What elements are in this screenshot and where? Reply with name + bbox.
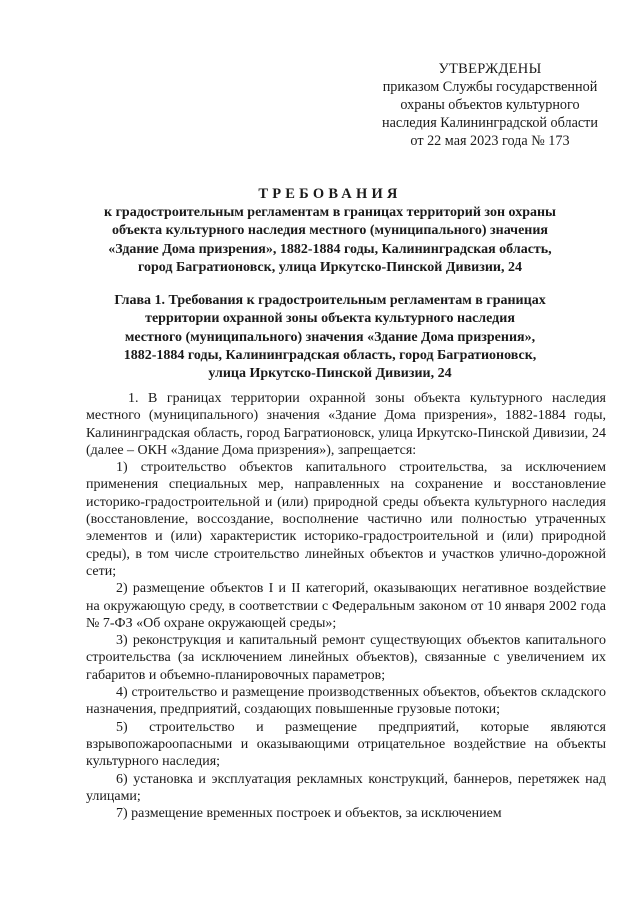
list-item: 4) строительство и размещение производственных объектов, объектов складского назначения, предприятий, создающих повышенные грузовые потоки; — [86, 685, 606, 718]
chapter-heading-line: территории охранной зоны объекта культурного наследия — [145, 311, 515, 327]
approval-line: охраны объектов культурного — [400, 97, 580, 113]
requirements-subtitle-line: объекта культурного наследия местного (муниципального) значения — [111, 223, 548, 239]
approval-stamp — [360, 60, 620, 150]
list-item: 2) размещение объектов I и II категорий, оказывающих негативное воздействие на окружающую среду, в соответствии с Федеральным законом от 10 января 2002 года № 7-ФЗ «Об охране окружающей среды»; — [86, 581, 606, 631]
requirements-heading: ТРЕБОВАНИЯ — [258, 186, 402, 202]
list-item: 6) установка и эксплуатация рекламных конструкций, баннеров, перетяжек над улицами; — [86, 771, 606, 804]
chapter-heading — [70, 292, 590, 383]
requirements-subtitle-line: город Багратионовск, улица Иркутско-Пинской Дивизии, 24 — [138, 260, 522, 276]
requirements-title — [60, 185, 600, 278]
approval-date: от 22 мая 2023 года № 173 — [410, 133, 570, 149]
approval-line: наследия Калининградской области — [382, 115, 598, 131]
list-item: 3) реконструкция и капитальный ремонт существующих объектов капитального строительства (за исключением линейных объектов), связанные с увеличением их габаритов и объемно-планировочных параметров; — [86, 633, 606, 683]
list-item: 5) строительство и размещение предприятий, которые являются взрывопожароопасными и оказывающими отрицательное воздействие на объекты культурного наследия; — [86, 719, 606, 770]
requirements-subtitle-line: к градостроительным регламентам в границах территорий зон охраны — [104, 204, 556, 220]
list-item: 1) строительство объектов капитального строительства, за исключением применения специальных мер, направленных на сохранение и восстановление историко-градостроительной и (или) природной среды объекта культурного наследия (восстановление, воссоздание, восполнение частично или полностью утраченных элементов и (или) характеристик историко-градостроительной и (или) природной среды), в том числе строительство линейных объектов и участков улично-дорожной сети; — [86, 460, 606, 579]
chapter-heading-line: Глава 1. Требования к градостроительным регламентам в границах — [114, 293, 546, 308]
list-item: 7) размещение временных построек и объектов, за исключением — [116, 806, 502, 822]
chapter-heading-line: местного (муниципального) значения «Здание Дома призрения», — [124, 329, 536, 345]
paragraph: 1. В границах территории охранной зоны объекта культурного наследия местного (муниципального) значения «Здание Дома призрения», 1882-1884 годы, Калининградская область, город Багратионовск, улица Иркутско-Пинской Дивизии, 24 (далее – ОКН «Здание Дома призрения»), запрещается: — [86, 391, 606, 458]
approval-line: приказом Службы государственной — [382, 79, 598, 95]
approval-title: УТВЕРЖДЕНЫ — [438, 61, 542, 77]
chapter-heading-line: 1882-1884 годы, Калининградская область, город Багратионовск, — [123, 347, 537, 363]
chapter-heading-line: улица Иркутско-Пинской Дивизии, 24 — [208, 366, 452, 382]
document-body — [86, 390, 606, 822]
requirements-subtitle-line: «Здание Дома призрения», 1882-1884 годы, Калининградская область, — [108, 241, 552, 257]
